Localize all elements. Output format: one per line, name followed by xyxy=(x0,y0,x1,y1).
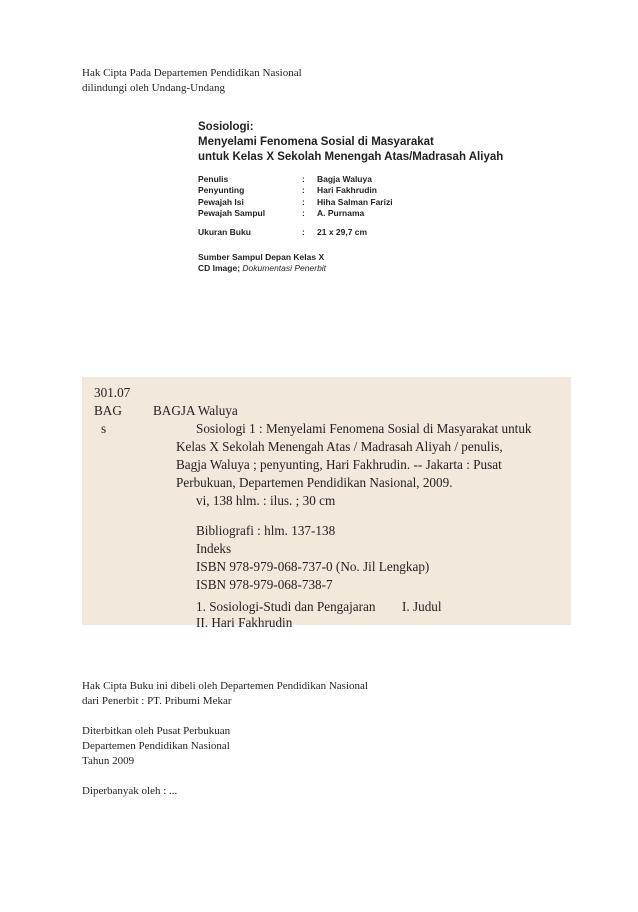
collation: vi, 138 hlm. : ilus. ; 30 cm xyxy=(196,493,336,508)
credit-separator: : xyxy=(302,185,305,196)
credit-row xyxy=(198,208,518,219)
credit-role: Penyunting xyxy=(198,185,245,196)
class-number: 301.07 xyxy=(94,385,131,400)
catalog-title-line: Perbukuan, Departemen Pendidikan Nasional, 2009. xyxy=(176,475,453,490)
credit-row xyxy=(198,174,518,185)
credits-list xyxy=(198,174,518,238)
credit-role: Penulis xyxy=(198,174,229,184)
credit-row xyxy=(198,197,518,208)
purchase-notice xyxy=(82,679,482,709)
reproduced-by: Diperbanyak oleh : ... xyxy=(82,785,178,797)
credit-name: Bagja Waluya xyxy=(317,174,372,184)
catalog-title-line: Kelas X Sekolah Menengah Atas / Madrasah Aliyah / penulis, xyxy=(176,439,503,454)
subject-heading: 1. Sosiologi-Studi dan Pengajaran xyxy=(196,599,376,614)
imprint-line: Diterbitkan oleh Pusat Perbukuan xyxy=(82,725,231,737)
subject-heading: II. Hari Fakhrudin xyxy=(196,615,293,630)
cover-source-prefix: CD Image; xyxy=(198,263,241,274)
credit-separator: : xyxy=(302,207,305,218)
title-line: untuk Kelas X Sekolah Menengah Atas/Madrasah Aliyah xyxy=(198,151,504,163)
title-line: Menyelami Fenomena Sosial di Masyarakat xyxy=(198,136,434,148)
credit-name: A. Purnama xyxy=(317,207,365,218)
copyright-line: dilindungi oleh Undang-Undang xyxy=(82,82,225,94)
imprint-line: Departemen Pendidikan Nasional xyxy=(82,740,230,752)
cover-source-line xyxy=(198,263,326,274)
index-note: Indeks xyxy=(196,541,232,556)
catalog-title-line: Bagja Waluya ; penyunting, Hari Fakhrudin. -- Jakarta : Pusat xyxy=(176,457,502,472)
credit-role: Pewajah Isi xyxy=(198,196,244,207)
copyright-line: Hak Cipta Pada Departemen Pendidikan Nasional xyxy=(82,67,302,79)
title-line: Sosiologi: xyxy=(198,121,254,133)
credit-separator: : xyxy=(302,196,305,207)
imprint-block xyxy=(82,679,482,814)
copyright-notice xyxy=(82,66,302,96)
cover-source xyxy=(198,252,326,275)
author-heading: BAGJA Waluya xyxy=(153,403,238,418)
catalog-title-line: Sosiologi 1 : Menyelami Fenomena Sosial di Masyarakat untuk xyxy=(196,421,532,436)
credit-row xyxy=(198,185,518,196)
cover-source-credit: Dokumentasi Penerbit xyxy=(242,263,327,274)
imprint-line: dari Penerbit : PT. Pribumi Mekar xyxy=(82,695,232,707)
imprint-line: Hak Cipta Buku ini dibeli oleh Departemen Pendidikan Nasional xyxy=(82,680,368,692)
cover-source-line: Sumber Sampul Depan Kelas X xyxy=(198,252,325,262)
credit-name: Hiha Salman Farizi xyxy=(317,196,393,207)
author-code-suffix: s xyxy=(101,421,107,436)
credit-name: Hari Fakhrudin xyxy=(317,185,377,196)
publisher-notice xyxy=(82,724,482,769)
isbn: ISBN 978-979-068-738-7 xyxy=(196,577,333,592)
credit-name: 21 x 29,7 cm xyxy=(317,227,368,238)
credit-role: Ukuran Buku xyxy=(198,227,251,238)
credit-role: Pewajah Sampul xyxy=(198,207,266,218)
bibliography-note: Bibliografi : hlm. 137-138 xyxy=(196,523,336,538)
author-code: BAG xyxy=(94,403,122,418)
isbn: ISBN 978-979-068-737-0 (No. Jil Lengkap) xyxy=(196,559,430,574)
subject-heading: I. Judul xyxy=(402,599,442,614)
catalog-record-box xyxy=(82,377,571,630)
credit-separator: : xyxy=(302,174,305,184)
credit-separator: : xyxy=(302,227,305,238)
credit-row xyxy=(198,227,518,238)
book-title xyxy=(198,120,618,165)
imprint-line: Tahun 2009 xyxy=(82,755,135,767)
